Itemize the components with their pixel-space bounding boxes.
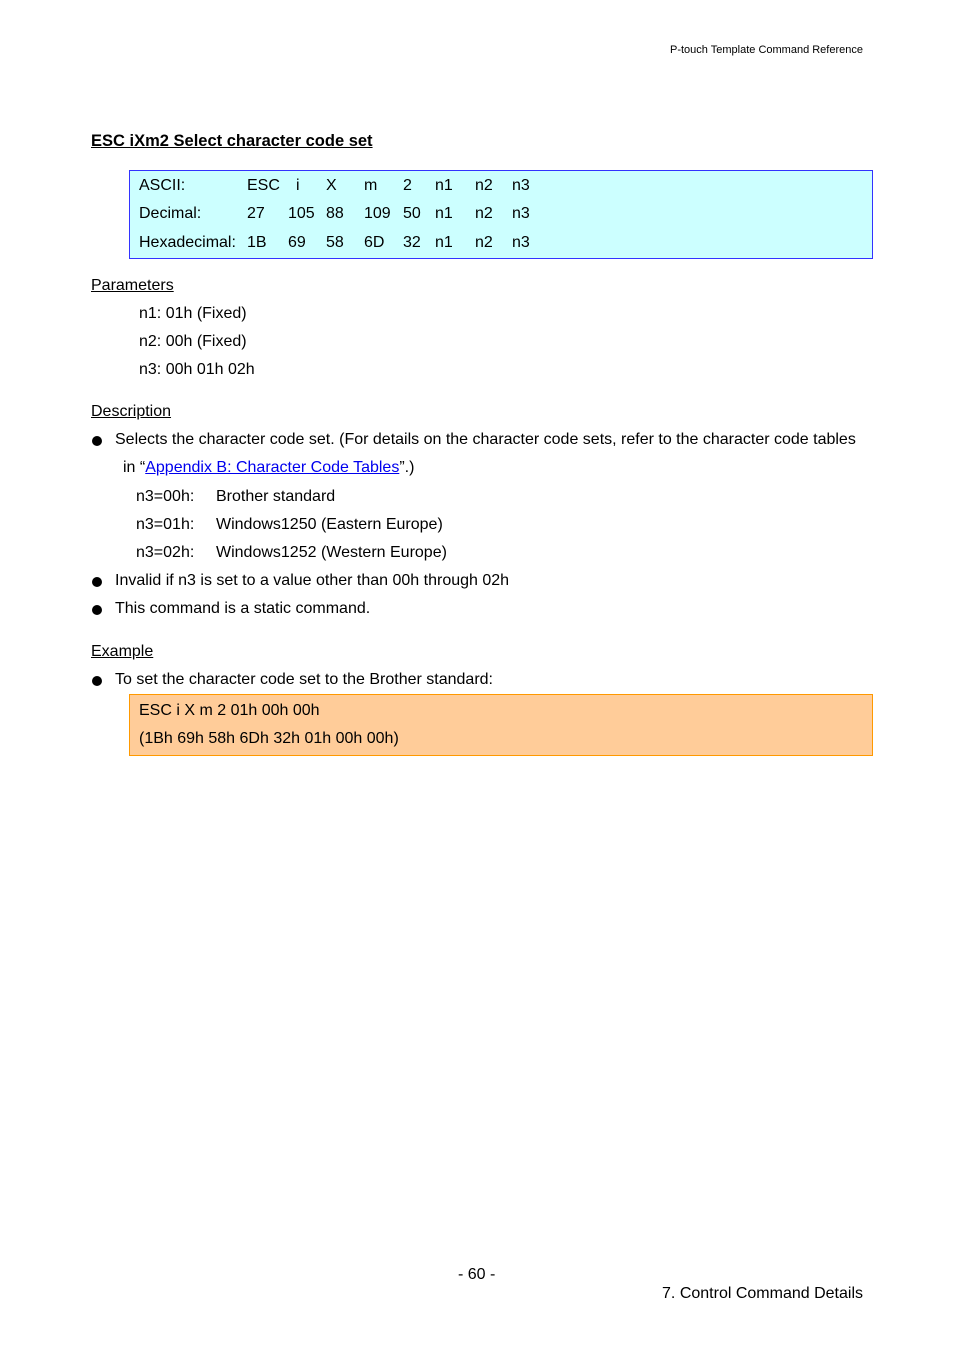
- description-bullet-text: Invalid if n3 is set to a value other than 00h through 02h: [115, 572, 510, 589]
- code-description: Windows1252 (Western Europe): [216, 544, 447, 561]
- example-heading: Example: [91, 643, 154, 660]
- quote-close: ”.): [399, 459, 415, 476]
- cell: n2: [475, 234, 493, 251]
- cell: 2: [403, 177, 412, 194]
- code-label: n3=02h:: [136, 544, 195, 561]
- cell: 27: [247, 205, 265, 222]
- parameter-item: n3: 00h 01h 02h: [139, 361, 255, 378]
- cell: 32: [403, 234, 421, 251]
- cell: n1: [435, 205, 453, 222]
- cell: n1: [435, 234, 453, 251]
- cell: n3: [512, 177, 530, 194]
- cell: n1: [435, 177, 453, 194]
- cell: n3: [512, 234, 530, 251]
- footer-section-name: 7. Control Command Details: [662, 1285, 863, 1302]
- cell: m: [364, 177, 378, 194]
- bullet-icon: [92, 577, 102, 587]
- code-description: Brother standard: [216, 488, 336, 505]
- description-heading: Description: [91, 403, 172, 420]
- example-bullet-text: To set the character code set to the Brother standard:: [115, 671, 493, 688]
- example-code-line: ESC i X m 2 01h 00h 00h: [139, 702, 320, 719]
- code-label: n3=01h:: [136, 516, 195, 533]
- command-row-hexadecimal: [130, 234, 872, 262]
- section-title: ESC iXm2 Select character code set: [91, 132, 373, 150]
- description-bullet-continuation: [123, 459, 414, 477]
- page-number: - 60 -: [458, 1266, 496, 1283]
- cell: ESC: [247, 177, 280, 194]
- bullet-icon: [92, 605, 102, 615]
- cell: 1B: [247, 234, 267, 251]
- header-reference-title: P-touch Template Command Reference: [669, 44, 863, 56]
- example-code-box: [129, 694, 873, 756]
- code-description: Windows1250 (Eastern Europe): [216, 516, 443, 533]
- parameter-item: n1: 01h (Fixed): [139, 305, 247, 322]
- command-row-decimal: [130, 205, 872, 233]
- code-label: n3=00h:: [136, 488, 195, 505]
- cell: 58: [326, 234, 344, 251]
- cell: i: [296, 177, 300, 194]
- cell: 105: [288, 205, 315, 222]
- appendix-b-link[interactable]: Appendix B: Character Code Tables: [145, 459, 400, 476]
- command-row-ascii: [130, 177, 872, 205]
- description-bullet-text: Selects the character code set. (For details on the character code sets, refer to the character code tables: [115, 431, 856, 448]
- cell: 6D: [364, 234, 385, 251]
- parameters-heading: Parameters: [91, 277, 174, 294]
- description-bullet-text: This command is a static command.: [115, 600, 371, 617]
- bullet-icon: [92, 436, 102, 446]
- command-table: [129, 170, 873, 259]
- cell: 50: [403, 205, 421, 222]
- cell: 69: [288, 234, 306, 251]
- bullet-icon: [92, 676, 102, 686]
- cell: n3: [512, 205, 530, 222]
- parameter-item: n2: 00h (Fixed): [139, 333, 247, 350]
- cell: n2: [475, 205, 493, 222]
- quote-open: in “: [123, 459, 146, 476]
- cell: 109: [364, 205, 391, 222]
- cell: X: [326, 177, 337, 194]
- example-code-line: (1Bh 69h 58h 6Dh 32h 01h 00h 00h): [139, 730, 399, 747]
- row-label: ASCII:: [139, 177, 186, 194]
- cell: n2: [475, 177, 493, 194]
- cell: 88: [326, 205, 344, 222]
- row-label: Decimal:: [139, 205, 202, 222]
- row-label: Hexadecimal:: [139, 234, 236, 251]
